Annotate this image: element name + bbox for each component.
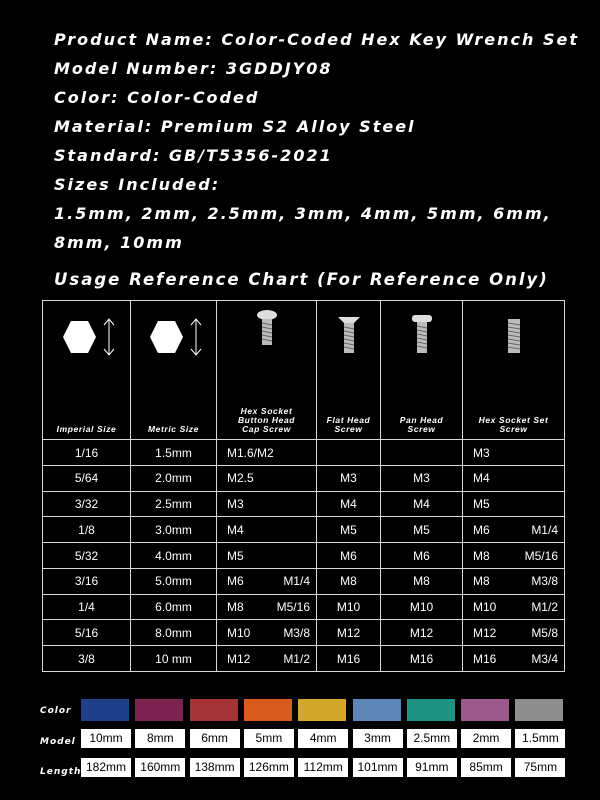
imperial-size-cell: [43, 491, 131, 517]
pan-head-value: M6: [413, 548, 430, 563]
button-head-cell: [217, 465, 317, 491]
metric-size-cell: [131, 594, 217, 620]
table-row: [43, 568, 565, 594]
pan-head-value: M4: [413, 497, 430, 511]
set-screw-imperial: M5/8: [531, 625, 558, 640]
imperial-size-cell: [43, 646, 131, 672]
flat-head-cell: [317, 517, 381, 543]
flat-head-cell: [317, 465, 381, 491]
pan-head-screw-icon: [410, 313, 434, 355]
pan-head-cell: [381, 646, 463, 672]
header-set-screw: [463, 301, 565, 440]
button-head-cell: [217, 568, 317, 594]
set-screw-cell: [463, 517, 565, 543]
chart-title: Usage Reference Chart (For Reference Only): [54, 270, 549, 289]
flat-head-cell: [317, 620, 381, 646]
pan-head-value: M5: [413, 522, 430, 537]
set-screw-metric: M6: [473, 522, 490, 537]
set-screw-metric: M12: [473, 625, 497, 640]
header-set-line-2: Screw: [499, 424, 528, 435]
button-head-imperial: M3/8: [283, 625, 310, 640]
flat-head-cell: [317, 491, 381, 517]
legend-length-label: Length: [40, 767, 82, 777]
hex-size-icon: [142, 315, 206, 359]
imperial-size-cell: [43, 440, 131, 466]
color-spec: Color: Color-Coded: [54, 88, 260, 107]
pan-head-cell: [381, 620, 463, 646]
imperial-size: 5/64: [74, 471, 99, 486]
imperial-size: 3/16: [74, 574, 99, 589]
length-box: 91mm: [407, 758, 457, 777]
button-head-cell: [217, 646, 317, 672]
model-size-box: 10mm: [81, 729, 131, 748]
button-head-screw-icon: [255, 309, 279, 347]
button-head-metric: M1.6/M2: [227, 445, 274, 460]
button-head-metric: M4: [227, 522, 244, 537]
pan-head-cell: [381, 594, 463, 620]
metric-size: 10 mm: [155, 651, 192, 666]
legend-color-label: Color: [40, 706, 72, 716]
usage-chart-table: [42, 300, 565, 672]
length-box: 182mm: [81, 758, 131, 777]
color-swatch: [81, 699, 129, 721]
metric-size: 4.0mm: [155, 548, 192, 563]
pan-head-cell: [381, 568, 463, 594]
button-head-cell: [217, 440, 317, 466]
imperial-size-cell: [43, 465, 131, 491]
pan-head-value: M12: [409, 625, 434, 640]
hex-size-icon: [55, 315, 119, 359]
length-box: 75mm: [515, 758, 565, 777]
header-flat-line-2: Screw: [334, 424, 363, 435]
pan-head-cell: [381, 440, 463, 466]
header-button-head: [217, 301, 317, 440]
set-screw-metric: M4: [473, 471, 490, 486]
length-box: 112mm: [298, 758, 348, 777]
table-row: [43, 517, 565, 543]
pan-head-value: M8: [413, 574, 430, 589]
button-head-cell: [217, 594, 317, 620]
set-screw-metric: M16: [473, 651, 497, 666]
flat-head-value: M4: [340, 497, 357, 511]
metric-size-cell: [131, 440, 217, 466]
button-head-metric: M2.5: [227, 471, 254, 486]
metric-size: 3.0mm: [155, 522, 192, 537]
flat-head-value: M16: [336, 651, 361, 666]
imperial-size-cell: [43, 594, 131, 620]
table-row: [43, 465, 565, 491]
metric-size: 5.0mm: [155, 574, 192, 589]
pan-head-cell: [381, 517, 463, 543]
button-head-metric: M12: [227, 651, 251, 666]
metric-size-cell: [131, 517, 217, 543]
header-button-line-1: Hex Socket: [240, 406, 293, 417]
imperial-size-cell: [43, 517, 131, 543]
flat-head-cell: [317, 594, 381, 620]
imperial-size-cell: [43, 620, 131, 646]
header-flat-head-label: [317, 416, 380, 434]
length-box: 138mm: [190, 758, 240, 777]
button-head-cell: [217, 620, 317, 646]
set-screw-cell: [463, 646, 565, 672]
header-button-line-2: Button Head: [237, 415, 296, 426]
sizes-line-1: 1.5mm, 2mm, 2.5mm, 3mm, 4mm, 5mm, 6mm,: [54, 204, 552, 223]
set-screw-cell: [463, 465, 565, 491]
button-head-metric: M5: [227, 548, 244, 563]
pan-head-value: M16: [409, 651, 434, 666]
header-button-line-3: Cap Screw: [242, 424, 291, 435]
imperial-size: 3/8: [78, 651, 95, 666]
table-header-row: [43, 301, 565, 440]
set-screw-icon: [504, 317, 524, 355]
color-swatch: [298, 699, 346, 721]
imperial-size: 1/8: [78, 522, 95, 537]
set-screw-metric: M8: [473, 574, 490, 589]
length-box: 126mm: [244, 758, 294, 777]
header-pan-head-label: [381, 416, 462, 434]
header-flat-head: [317, 301, 381, 440]
set-screw-metric: M8: [473, 548, 490, 563]
set-screw-metric: M10: [473, 600, 497, 614]
color-swatch: [461, 699, 509, 721]
set-screw-imperial: M5/16: [524, 548, 558, 563]
flat-head-value: M3: [340, 471, 357, 486]
length-box: 101mm: [353, 758, 403, 777]
model-size-box: 6mm: [190, 729, 240, 748]
set-screw-cell: [463, 491, 565, 517]
header-metric-label: Metric Size: [147, 424, 199, 435]
flat-head-value: M6: [340, 548, 357, 563]
product-name: Product Name: Color-Coded Hex Key Wrench Set: [54, 30, 579, 49]
pan-head-value: M3: [413, 471, 430, 486]
color-swatch: [515, 699, 563, 721]
header-pan-line-2: Screw: [407, 424, 436, 435]
flat-head-cell: [317, 646, 381, 672]
model-size-box: 2.5mm: [407, 729, 457, 748]
metric-size-cell: [131, 543, 217, 569]
metric-size-cell: [131, 465, 217, 491]
length-box: 85mm: [461, 758, 511, 777]
table-row: [43, 646, 565, 672]
color-swatch: [353, 699, 401, 721]
button-head-metric: M6: [227, 574, 244, 589]
pan-head-cell: [381, 543, 463, 569]
pan-head-cell: [381, 491, 463, 517]
flat-head-value: M5: [340, 522, 357, 537]
button-head-metric: M8: [227, 600, 244, 614]
flat-head-cell: [317, 543, 381, 569]
set-screw-imperial: M1/4: [531, 522, 558, 537]
flat-head-value: M8: [340, 574, 357, 589]
metric-size-cell: [131, 646, 217, 672]
button-head-imperial: M1/2: [283, 651, 310, 666]
sizes-title: Sizes Included:: [54, 175, 221, 194]
header-flat-line-1: Flat Head: [326, 415, 371, 426]
model-number: Model Number: 3GDDJY08: [54, 59, 333, 78]
color-swatch: [190, 699, 238, 721]
material-spec: Material: Premium S2 Alloy Steel: [54, 117, 416, 136]
imperial-size: 5/32: [74, 548, 99, 563]
pan-head-cell: [381, 465, 463, 491]
color-swatch: [135, 699, 183, 721]
imperial-size-cell: [43, 543, 131, 569]
length-box: 160mm: [135, 758, 185, 777]
table-row: [43, 620, 565, 646]
set-screw-cell: [463, 543, 565, 569]
color-swatch: [244, 699, 292, 721]
header-imperial-label: Imperial Size: [56, 424, 117, 435]
flat-head-value: M10: [336, 600, 361, 614]
set-screw-imperial: M3/4: [531, 651, 558, 666]
imperial-size: 1/4: [78, 600, 95, 614]
model-size-box: 4mm: [298, 729, 348, 748]
button-head-imperial: M1/4: [283, 574, 310, 589]
header-set-screw-label: [463, 416, 564, 434]
flat-head-screw-icon: [337, 315, 361, 355]
button-head-metric: M10: [227, 625, 251, 640]
model-size-box: 5mm: [244, 729, 294, 748]
set-screw-imperial: M3/8: [531, 574, 558, 589]
table-row: [43, 594, 565, 620]
button-head-cell: [217, 517, 317, 543]
set-screw-cell: [463, 440, 565, 466]
set-screw-cell: [463, 620, 565, 646]
metric-size: 2.0mm: [155, 471, 192, 486]
flat-head-cell: [317, 440, 381, 466]
color-swatch: [407, 699, 455, 721]
metric-size-cell: [131, 568, 217, 594]
metric-size: 8.0mm: [155, 625, 192, 640]
flat-head-cell: [317, 568, 381, 594]
metric-size: 2.5mm: [155, 497, 192, 511]
flat-head-value: M12: [336, 625, 361, 640]
metric-size: 6.0mm: [155, 600, 192, 614]
model-size-box: 8mm: [135, 729, 185, 748]
standard-spec: Standard: GB/T5356-2021: [54, 146, 333, 165]
header-pan-head: [381, 301, 463, 440]
imperial-size: 3/32: [74, 497, 99, 511]
imperial-size-cell: [43, 568, 131, 594]
table-row: [43, 491, 565, 517]
imperial-size: 5/16: [74, 625, 99, 640]
button-head-cell: [217, 491, 317, 517]
model-size-box: 2mm: [461, 729, 511, 748]
set-screw-cell: [463, 594, 565, 620]
legend-model-label: Model: [40, 737, 76, 747]
set-screw-imperial: M1/2: [531, 600, 558, 614]
header-metric: [131, 301, 217, 440]
metric-size-cell: [131, 620, 217, 646]
set-screw-metric: M3: [473, 445, 490, 460]
header-pan-line-1: Pan Head: [399, 415, 444, 426]
table-row: [43, 543, 565, 569]
button-head-metric: M3: [227, 497, 244, 511]
sizes-line-2: 8mm, 10mm: [54, 233, 184, 252]
set-screw-cell: [463, 568, 565, 594]
model-size-box: 3mm: [353, 729, 403, 748]
imperial-size: 1/16: [74, 445, 99, 460]
pan-head-value: M10: [409, 600, 434, 614]
set-screw-metric: M5: [473, 497, 490, 511]
header-set-line-1: Hex Socket Set: [478, 415, 549, 426]
header-imperial: [43, 301, 131, 440]
model-size-box: 1.5mm: [515, 729, 565, 748]
table-row: [43, 440, 565, 466]
button-head-cell: [217, 543, 317, 569]
metric-size-cell: [131, 491, 217, 517]
header-button-head-label: [217, 407, 316, 434]
button-head-imperial: M5/16: [276, 600, 310, 614]
metric-size: 1.5mm: [155, 445, 192, 460]
